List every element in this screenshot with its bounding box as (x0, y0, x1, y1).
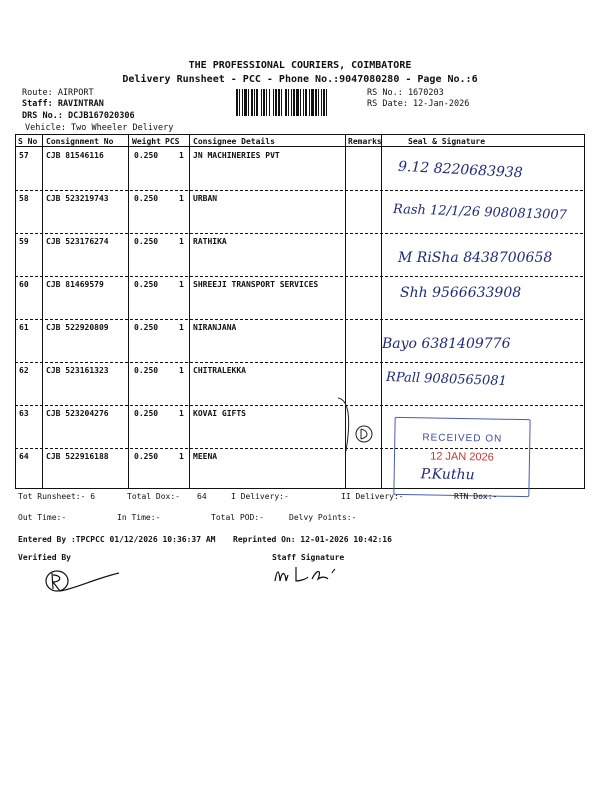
header-consignment: Consignment No (46, 137, 114, 146)
row-consignee: CHITRALEKKA (193, 366, 246, 375)
row-consignment-no: CJB 523176274 (46, 237, 109, 246)
row-consignment-no: CJB 522920809 (46, 323, 109, 332)
row-sno: 57 (19, 151, 29, 160)
header-weight: Weight (132, 137, 161, 146)
row-pcs: 1 (179, 409, 184, 418)
signature-row-62: RPall 9080565081 (385, 369, 508, 390)
stamp-received-label: RECEIVED ON (422, 432, 503, 445)
header-pcs: PCS (165, 137, 180, 146)
header-seal-signature: Seal & Signature (408, 137, 486, 146)
row-weight: 0.250 (134, 280, 159, 289)
staff-signature (272, 563, 352, 588)
header-consignee: Consignee Details (193, 137, 275, 146)
stamp-date: 12 JAN 2026 (430, 450, 494, 464)
row-consignment-no: CJB 523219743 (46, 194, 109, 203)
row-consignment-no: CJB 522916188 (46, 452, 109, 461)
route-label: Route: AIRPORT (22, 88, 94, 98)
row-weight: 0.250 (134, 452, 159, 461)
row-weight: 0.250 (134, 194, 159, 203)
runsheet-subtitle: Delivery Runsheet - PCC - Phone No.:9047080280 - Page No.:6 (122, 74, 478, 85)
signature-row-61: Bayo 6381409776 (382, 336, 511, 352)
verified-signature (44, 567, 124, 597)
header-sno: S No (18, 137, 38, 146)
reprinted-on: Reprinted On: 12-01-2026 10:42:16 (233, 535, 392, 544)
row-pcs: 1 (179, 366, 184, 375)
second-delivery: II Delivery:- (341, 492, 404, 501)
verified-by-label: Verified By (18, 553, 71, 562)
signature-row-58: Rash 12/1/26 9080813007 (392, 201, 568, 224)
company-title: THE PROFESSIONAL COURIERS, COIMBATORE (188, 60, 412, 71)
row-pcs: 1 (179, 194, 184, 203)
delivery-points: Delvy Points:- (289, 513, 357, 522)
header-remarks: Remarks (348, 137, 382, 146)
stamp-signature: P.Kuthu (420, 466, 475, 484)
total-dox-label: Total Dox:- (127, 492, 180, 501)
signature-row-60: Shh 9566633908 (400, 285, 522, 301)
signature-row-59: M RiSha 8438700658 (398, 250, 553, 266)
row-sno: 64 (19, 452, 29, 461)
received-stamp (393, 417, 530, 497)
scribble-mark (336, 396, 376, 456)
barcode (236, 89, 364, 116)
row-consignee: KOVAI GIFTS (193, 409, 246, 418)
row-sno: 62 (19, 366, 29, 375)
row-sno: 63 (19, 409, 29, 418)
vehicle-label: Vehicle: Two Wheeler Delivery (25, 123, 174, 133)
total-dox-value: 64 (197, 492, 207, 501)
total-runsheet: Tot Runsheet:- 6 (18, 492, 96, 501)
row-consignee: MEENA (193, 452, 218, 461)
rs-number: RS No.: 1670203 (367, 88, 444, 98)
row-consignment-no: CJB 523204276 (46, 409, 109, 418)
row-consignment-no: CJB 523161323 (46, 366, 109, 375)
row-pcs: 1 (179, 280, 184, 289)
signature-row-57: 9.12 8220683938 (397, 158, 524, 182)
row-consignee: RATHIKA (193, 237, 227, 246)
return-dox: RTN Dox:- (454, 492, 498, 501)
first-delivery: I Delivery:- (231, 492, 289, 501)
row-weight: 0.250 (134, 151, 159, 160)
row-pcs: 1 (179, 237, 184, 246)
in-time: In Time:- (117, 513, 161, 522)
staff-signature-label: Staff Signature (272, 553, 345, 562)
row-consignee: NIRANJANA (193, 323, 237, 332)
row-weight: 0.250 (134, 237, 159, 246)
row-consignment-no: CJB 81469579 (46, 280, 104, 289)
drs-number: DRS No.: DCJB167020306 (22, 111, 135, 121)
rs-date: RS Date: 12-Jan-2026 (367, 99, 470, 109)
row-pcs: 1 (179, 452, 184, 461)
row-consignee: URBAN (193, 194, 218, 203)
row-pcs: 1 (179, 151, 184, 160)
row-consignee: JN MACHINERIES PVT (193, 151, 280, 160)
row-weight: 0.250 (134, 409, 159, 418)
row-sno: 61 (19, 323, 29, 332)
row-sno: 60 (19, 280, 29, 289)
staff-label: Staff: RAVINTRAN (22, 99, 104, 109)
row-weight: 0.250 (134, 366, 159, 375)
row-sno: 59 (19, 237, 29, 246)
row-consignment-no: CJB 81546116 (46, 151, 104, 160)
entered-by: Entered By :TPCPCC 01/12/2026 10:36:37 AM (18, 535, 216, 544)
row-consignee: SHREEJI TRANSPORT SERVICES (193, 280, 319, 289)
row-pcs: 1 (179, 323, 184, 332)
out-time: Out Time:- (18, 513, 67, 522)
row-weight: 0.250 (134, 323, 159, 332)
row-sno: 58 (19, 194, 29, 203)
total-pod: Total POD:- (211, 513, 264, 522)
